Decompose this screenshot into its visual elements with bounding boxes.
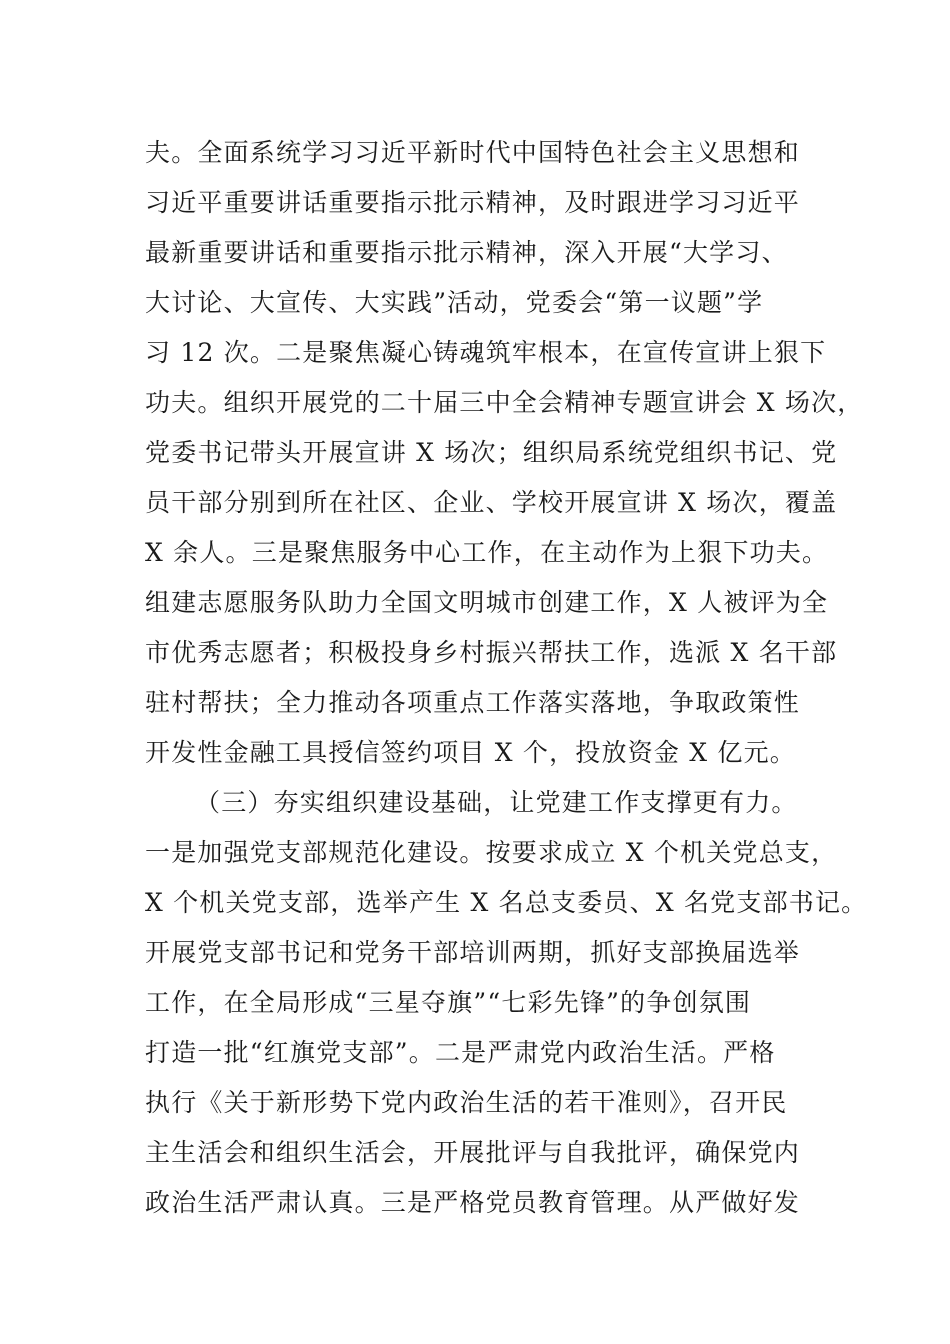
- document-body: [145, 128, 868, 1228]
- text-line: 最新重要讲话和重要指示批示精神，深入开展“大学习、: [145, 238, 788, 267]
- text-line: 市优秀志愿者；积极投身乡村振兴帮扶工作，选派 X 名干部: [145, 638, 838, 667]
- text-line: 夫。全面系统学习习近平新时代中国特色社会主义思想和: [145, 138, 801, 167]
- text-line: 功夫。组织开展党的二十届三中全会精神专题宣讲会 X 场次，: [145, 388, 864, 417]
- text-line: 组建志愿服务队助力全国文明城市创建工作，X 人被评为全: [145, 588, 829, 617]
- text-line: X 个机关党支部，选举产生 X 名总支委员、X 名党支部书记。: [145, 888, 868, 917]
- text-line: 开展党支部书记和党务干部培训两期，抓好支部换届选举: [145, 938, 801, 967]
- text-line: 驻村帮扶；全力推动各项重点工作落实落地，争取政策性: [145, 688, 801, 717]
- text-line: 一是加强党支部规范化建设。按要求成立 X 个机关党总支，: [145, 838, 838, 867]
- text-line: 执行《关于新形势下党内政治生活的若干准则》，召开民: [145, 1088, 788, 1117]
- section-heading: （三）夯实组织建设基础，让党建工作支撑更有力。: [195, 788, 798, 817]
- text-line: 工作，在全局形成“三星夺旗”“七彩先锋”的争创氛围: [145, 988, 752, 1017]
- text-line: X 余人。三是聚焦服务中心工作，在主动作为上狠下功夫。: [145, 538, 829, 567]
- text-line: 主生活会和组织生活会，开展批评与自我批评，确保党内: [145, 1138, 801, 1167]
- text-line: 党委书记带头开展宣讲 X 场次；组织局系统党组织书记、党: [145, 438, 838, 467]
- text-line: 大讨论、大宣传、大实践”活动，党委会“第一议题”学: [145, 288, 764, 317]
- text-line: 政治生活严肃认真。三是严格党员教育管理。从严做好发: [145, 1188, 801, 1217]
- text-line: 习 12 次。二是聚焦凝心铸魂筑牢根本，在宣传宣讲上狠下: [145, 338, 827, 367]
- text-line: 员干部分别到所在社区、企业、学校开展宣讲 X 场次，覆盖: [145, 488, 838, 517]
- text-line: 开发性金融工具授信签约项目 X 个，投放资金 X 亿元。: [145, 738, 796, 767]
- text-line: 打造一批“红旗党支部”。二是严肃党内政治生活。严格: [145, 1038, 776, 1067]
- text-line: 习近平重要讲话重要指示批示精神，及时跟进学习习近平: [145, 188, 801, 217]
